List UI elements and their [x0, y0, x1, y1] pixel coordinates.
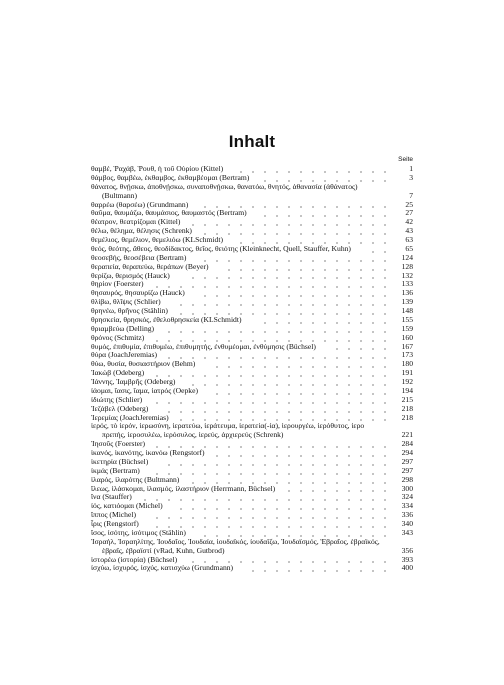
- toc-entry-title: ἵλεως, ἱλάσκομαι, ἱλασμός, ἱλαστήριον (Herrmann, Büchsel): [91, 483, 276, 493]
- toc-entry-title: θέλω, θέλημα, θέλησις (Schrenk): [91, 226, 192, 236]
- dot-leader: [175, 304, 391, 306]
- toc-entry-page: 63: [405, 235, 413, 244]
- toc-entry-title: θρόνος (Schmitz): [91, 332, 145, 342]
- toc-entry: [91, 564, 413, 573]
- toc-entry-title: ἰός, κατιόομαι (Michel): [91, 501, 163, 511]
- dot-leader: [151, 473, 391, 475]
- toc-entry-title: Ἰεζάβελ (Odeberg): [91, 403, 149, 413]
- toc-entry-continuation: ἑβραΐς, ἑβραϊστί (vRad, Kuhn, Gutbrod): [102, 545, 225, 555]
- toc-entry-page: 167: [401, 341, 413, 351]
- toc-entry-title: θεραπεία, θεραπεύω, θεράπων (Beyer): [91, 261, 209, 271]
- toc-entry: [91, 422, 413, 440]
- toc-entry-page: 356: [401, 545, 413, 555]
- toc-entry-page: 132: [401, 270, 413, 280]
- dot-leader: [151, 402, 391, 404]
- dot-leader: [187, 277, 391, 279]
- toc-entry: [91, 502, 413, 511]
- toc-entry-title: ἵππος (Michel): [91, 510, 136, 520]
- toc-entry-page: 215: [401, 394, 413, 404]
- toc-entry-continuation: (Bultmann): [102, 190, 138, 200]
- toc-entry-title: θριαμβεύω (Delling): [91, 323, 155, 333]
- dot-leader: [151, 526, 391, 528]
- dot-leader: [151, 375, 391, 377]
- toc-entry-title: θρησκεία, θρησκός, ἐθελοθρησκεία (KLSchmidt): [91, 314, 242, 324]
- dot-leader: [259, 322, 391, 324]
- toc-entry-page: 139: [401, 297, 413, 307]
- toc-entry: [91, 485, 413, 494]
- dot-leader: [331, 348, 391, 350]
- dot-leader: [163, 464, 391, 466]
- dot-leader: [199, 295, 391, 297]
- dot-leader: [235, 171, 391, 173]
- dot-leader: [211, 393, 391, 395]
- toc-entry-page: 340: [401, 519, 413, 528]
- dot-leader: [211, 366, 391, 368]
- toc-entry-title: ἱλαρός, ἱλαρότης (Bultmann): [91, 474, 180, 484]
- toc-entry-title: Ἰακώβ (Odeberg): [91, 368, 145, 378]
- toc-entry-page: 218: [401, 412, 413, 422]
- toc-entry: [91, 511, 413, 520]
- dot-leader: [247, 570, 391, 572]
- dot-leader: [367, 251, 391, 253]
- toc-entry-page: 43: [405, 226, 413, 236]
- toc-entry-page: 336: [401, 510, 413, 520]
- page-column-header: Seite: [398, 156, 413, 163]
- toc-entry-page: 148: [401, 306, 413, 315]
- toc-entry-title: ἰσχύω, ἰσχυρός, ἰσχύς, κατισχύω (Grundmann): [91, 563, 234, 573]
- toc-entry-title: θεός, θεότης, ἄθεος, θεοδίδακτος, θεῖος, θειότης (Kleinknecht, Quell, Stauffer, Kuhn): [91, 243, 351, 253]
- toc-entry-page: 221: [401, 430, 413, 440]
- toc-entry-page: 297: [401, 465, 413, 475]
- toc-entry-title: ἵνα (Stauffer): [91, 492, 132, 502]
- page-title: Inhalt: [228, 132, 276, 151]
- toc-entry-title: ἱστορέω (ἱστορία) (Büchsel): [91, 554, 178, 564]
- toc-entry-page: 128: [401, 261, 413, 271]
- toc-entry-title: Ἰσραήλ, Ἰσραηλίτης, Ἰουδαῖος, Ἰουδαία, ἰουδαϊκός, ἰουδαΐζω, Ἰουδαϊσμός, Ἑβραῖος, ἑβραϊκός,: [91, 536, 380, 546]
- toc-entry-title: θαμβέ, Ῥαχάβ, Ῥουθ, ἡ τοῦ Οὐρίου (Kittel): [91, 164, 224, 173]
- toc-entry-page: 194: [401, 385, 413, 395]
- toc-entry-title: θησαυρός, θησαυρίζω (Hauck): [91, 288, 185, 298]
- dot-leader: [163, 411, 391, 413]
- dot-leader: [223, 269, 391, 271]
- toc-entry: [91, 538, 413, 556]
- toc-entry-page: 393: [401, 554, 413, 564]
- toc-entry-page: 300: [401, 483, 413, 493]
- toc-entry-page: 65: [405, 243, 413, 253]
- toc-entry-title: θυμός, ἐπιθυμία, ἐπιθυμέω, ἐπιθυμητής, ἐνθυμέομαι, ἐνθύμησις (Büchsel): [91, 341, 316, 351]
- toc-entry-page: 400: [401, 563, 413, 573]
- table-of-contents: [91, 165, 413, 573]
- toc-entry-title: ἱκετηρία (Büchsel): [91, 456, 149, 466]
- toc-entry-page: 298: [401, 474, 413, 484]
- toc-entry-title: θάμβος, θαμβέω, ἐκθαμβος, ἐκθαμβέομαι (Bertram): [91, 172, 250, 182]
- toc-entry: [91, 183, 413, 201]
- dot-leader: [283, 490, 391, 492]
- dot-leader: [151, 517, 391, 519]
- dot-leader: [187, 384, 391, 386]
- toc-entry-page: 155: [401, 314, 413, 324]
- toc-entry-page: 284: [401, 439, 413, 449]
- toc-entry-title: θερίζω, θερισμός (Hauck): [91, 270, 170, 280]
- toc-entry-page: 136: [401, 288, 413, 298]
- toc-entry-page: 343: [401, 527, 413, 537]
- toc-entry-title: θάνατος, θνῄσκω, ἀποθνῄσκω, συναποθνῄσκω, θανατόω, θνητός, ἀθανασία (ἀθάνατος): [91, 181, 358, 191]
- toc-entry-page: 159: [401, 323, 413, 333]
- toc-entry-title: θηρίον (Foerster): [91, 279, 144, 289]
- dot-leader: [211, 455, 391, 457]
- dot-leader: [199, 233, 391, 235]
- toc-entry-title: θύρα (JoachJeremias): [91, 350, 157, 360]
- toc-entry-title: ἶρις (Rengstorf): [91, 519, 139, 528]
- toc-entry-page: 160: [401, 332, 413, 342]
- toc-entry-page: 27: [405, 208, 413, 218]
- toc-entry-title: θέατρον, θεατρίζομαι (Kittel): [91, 217, 181, 227]
- dot-leader: [163, 331, 391, 333]
- toc-entry-page: 42: [405, 217, 413, 227]
- toc-entry-title: ἱερός, τὸ ἱερόν, ἱερωσύνη, ἱερατεύω, ἱεράτευμα, ἱερατεία(-ία), ἱερουργέω, ἱερόθυτος, ἱερο: [91, 421, 365, 431]
- toc-entry-title: ἰκμάς (Bertram): [91, 465, 140, 475]
- toc-entry-title: Ἰησοῦς (Foerster): [91, 439, 146, 449]
- toc-entry-page: 7: [409, 190, 413, 200]
- toc-entry-title: ἴσος, ἰσότης, ἰσότιμος (Stählin): [91, 527, 186, 537]
- toc-entry-page: 218: [401, 403, 413, 413]
- toc-entry-page: 124: [401, 252, 413, 262]
- toc-entry-page: 191: [401, 368, 413, 378]
- toc-entry-page: 173: [401, 350, 413, 360]
- toc-entry-page: 294: [401, 448, 413, 457]
- toc-entry-page: 180: [401, 359, 413, 369]
- toc-entry-title: θαῦμα, θαυμάζω, θαυμάσιος, θαυμαστός (Bertram): [91, 208, 247, 218]
- toc-entry-page: 1: [409, 164, 413, 173]
- dot-leader: [187, 224, 391, 226]
- toc-entry-title: θεοσεβής, θεοσέβεια (Bertram): [91, 252, 187, 262]
- toc-entry-page: 334: [401, 501, 413, 511]
- toc-entry-continuation: πρεπής, ἱεροσυλέω, ἱερόσυλος, ἱερεύς, ἀρχιερεύς (Schrenk): [102, 430, 284, 440]
- toc-entry-page: 297: [401, 456, 413, 466]
- dot-leader: [163, 357, 391, 359]
- toc-entry-title: Ἰερεμίας (JoachJeremias): [91, 412, 169, 422]
- toc-entry-title: θρηνέω, θρῆνος (Stählin): [91, 306, 168, 315]
- dot-leader: [175, 508, 391, 510]
- toc-entry-title: θαρρέω (θαρσέω) (Grundmann): [91, 199, 189, 209]
- toc-entry-page: 133: [401, 279, 413, 289]
- dot-leader: [199, 260, 391, 262]
- toc-entry-title: ἱκανός, ἱκανότης, ἱκανόω (Rengstorf): [91, 448, 205, 457]
- toc-entry-title: θεμέλιος, θεμέλιον, θεμελιόω (KLSchmidt): [91, 235, 223, 244]
- toc-entry-title: ἰδιώτης (Schlier): [91, 394, 143, 404]
- toc-entry-title: Ἰάννης, Ἰαμβρῆς (Odeberg): [91, 377, 176, 386]
- toc-entry-title: θύω, θυσία, θυσιαστήριον (Behm): [91, 359, 196, 369]
- toc-entry-page: 3: [409, 172, 413, 182]
- toc-entry-title: ἰάομαι, ἴασις, ἴαμα, ἰατρός (Oepke): [91, 385, 198, 395]
- toc-entry-page: 192: [401, 377, 413, 386]
- dot-leader: [259, 215, 391, 217]
- toc-entry-page: 25: [405, 199, 413, 209]
- dot-leader: [151, 286, 391, 288]
- dot-leader: [139, 499, 391, 501]
- toc-entry-title: θλίβω, θλῖψις (Schlier): [91, 297, 161, 307]
- toc-entry-page: 324: [401, 492, 413, 502]
